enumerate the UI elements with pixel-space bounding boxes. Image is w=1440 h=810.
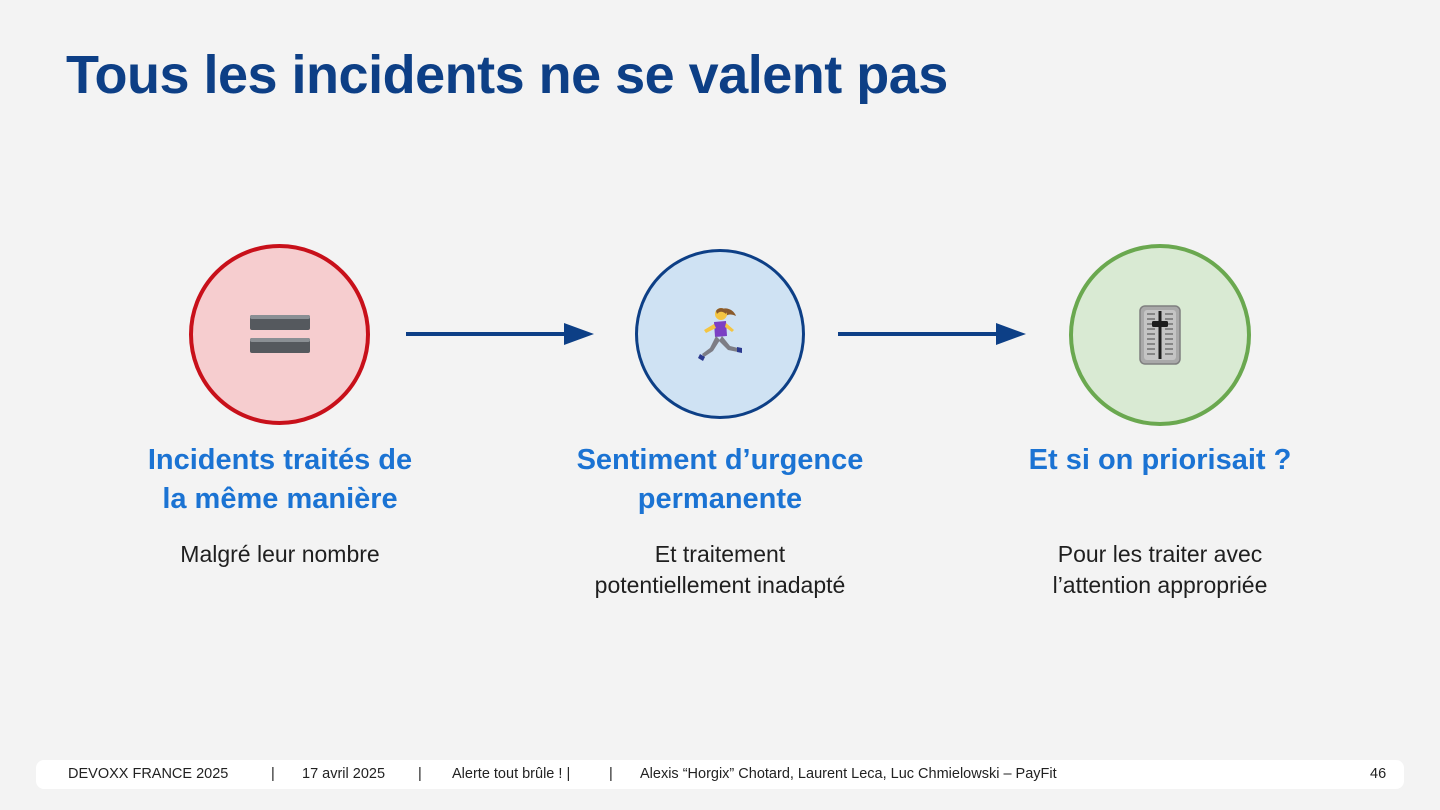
step-3-description-line-2: l’attention appropriée: [1052, 572, 1268, 598]
step-2-heading: [540, 441, 900, 519]
footer-speakers: Alexis “Horgix” Chotard, Laurent Leca, Luc Chmielowski – PayFit: [640, 766, 1057, 782]
step-2-heading-line-1: Sentiment d’urgence: [576, 444, 864, 476]
arrow-1-icon: [406, 322, 596, 346]
footer-separator-3: |: [609, 766, 613, 782]
footer-date: 17 avril 2025: [302, 766, 386, 782]
footer-separator-2: |: [418, 766, 422, 782]
step-3-heading: [980, 441, 1340, 480]
footer-page-number: 46: [1370, 766, 1387, 782]
step-2-description-line-1: Et traitement: [654, 541, 786, 567]
step-1-heading: [100, 441, 460, 519]
step-1-description-line-1: Malgré leur nombre: [180, 541, 380, 567]
step-3-description: [980, 539, 1340, 601]
step-2-description: [540, 539, 900, 601]
step-1-heading-line-2: la même manière: [162, 483, 398, 515]
step-3-heading-line-1: Et si on priorisait ?: [1028, 444, 1292, 476]
level-slider-icon: [1138, 304, 1182, 366]
arrow-2-icon: [838, 322, 1028, 346]
equals-icon: [248, 313, 312, 357]
slide-title: Tous les incidents ne se valent pas: [66, 45, 948, 105]
step-2-description-line-2: potentiellement inadapté: [594, 572, 846, 598]
step-3-description-line-1: Pour les traiter avec: [1057, 541, 1263, 567]
footer-event: DEVOXX FRANCE 2025: [68, 766, 229, 782]
footer-talk-title: Alerte tout brûle ! |: [452, 766, 571, 782]
step-1-heading-line-1: Incidents traités de: [147, 444, 413, 476]
step-3-circle: [1069, 244, 1251, 426]
slide-footer: [36, 760, 1404, 789]
step-2-circle: [635, 249, 805, 419]
footer-separator-1: |: [271, 766, 275, 782]
running-woman-icon: [696, 304, 744, 364]
step-2-heading-line-2: permanente: [637, 483, 803, 515]
step-1-description: [100, 539, 460, 570]
step-1-circle: [189, 244, 370, 425]
